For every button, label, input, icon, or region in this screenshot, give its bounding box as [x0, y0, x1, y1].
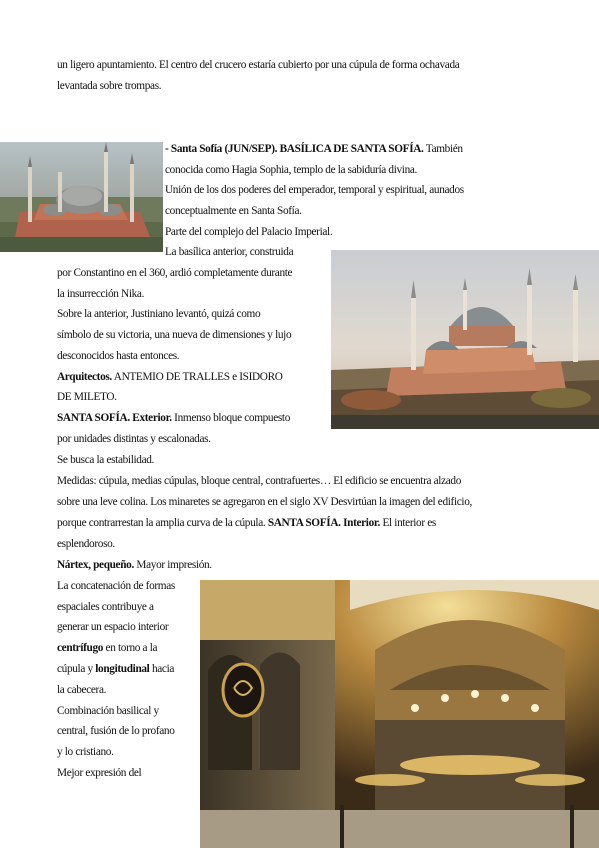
concat-line-2: espaciales contribuye a: [57, 601, 154, 613]
measures-line-3: porque contrarrestan la amplia curva de la cúpula. SANTA SOFÍA. Interior. El interior es: [57, 517, 436, 529]
narthex-line: Nártex, pequeño. Mayor impresión.: [57, 559, 212, 571]
architects-cont: DE MILETO.: [57, 391, 117, 403]
section-line-h: la insurrección Nika.: [57, 288, 145, 300]
section-line-k: desconocidos hasta entonces.: [57, 350, 180, 362]
combo-line-1: Combinación basilical y: [57, 705, 159, 717]
combo-line-3: y lo cristiano.: [57, 746, 114, 758]
concat-line-1: La concatenación de formas: [57, 580, 175, 592]
intro-line-2: levantada sobre trompas.: [57, 80, 162, 92]
section-line-j: símbolo de su victoria, una nueva de dimensiones y lujo: [57, 329, 292, 341]
measures-line-1: Medidas: cúpula, medias cúpulas, bloque central, contrafuertes… El edificio se encuentra alzado: [57, 475, 462, 487]
best-line: Mejor expresión del: [57, 767, 142, 779]
section-line-d: conceptualmente en Santa Sofía.: [165, 205, 302, 217]
exterior-cont: por unidades distintas y escalonadas.: [57, 433, 211, 445]
measures-line-2: sobre una leve colina. Los minaretes se agregaron en el siglo XV Desvirtúan la imagen del edificio,: [57, 496, 472, 508]
section-line-i: Sobre la anterior, Justiniano levantó, quizá como: [57, 308, 261, 320]
concat-line-4: centrífugo en torno a la: [57, 642, 158, 654]
hagia-sophia-interior-photo: [200, 580, 599, 848]
stability-line: Se busca la estabilidad.: [57, 454, 155, 466]
concat-line-3: generar un espacio interior: [57, 621, 169, 633]
hagia-sophia-aerial-photo: [0, 142, 163, 252]
hagia-sophia-exterior-photo: [331, 250, 599, 429]
architects-line: Arquitectos. ANTEMIO DE TRALLES e ISIDORO: [57, 371, 283, 383]
exterior-line: SANTA SOFÍA. Exterior. Inmenso bloque compuesto: [57, 412, 291, 424]
section-line-c: Unión de los dos poderes del emperador, temporal y espiritual, aunados: [165, 184, 464, 196]
section-line-f: La basílica anterior, construida: [165, 246, 294, 258]
concat-line-5: cúpula y longitudinal hacia: [57, 663, 175, 675]
section-line-g: por Constantino en el 360, ardió completamente durante: [57, 267, 293, 279]
combo-line-2: central, fusión de lo profano: [57, 725, 175, 737]
section-heading: - Santa Sofía (JUN/SEP). BASÍLICA DE SANTA SOFÍA. También: [165, 143, 463, 155]
measures-line-4: esplendoroso.: [57, 538, 115, 550]
section-line-b: conocida como Hagia Sophia, templo de la sabiduría divina.: [165, 164, 418, 176]
intro-line-1: un ligero apuntamiento. El centro del crucero estaría cubierto por una cúpula de forma ochavada: [57, 59, 460, 71]
concat-line-6: la cabecera.: [57, 684, 107, 696]
section-line-e: Parte del complejo del Palacio Imperial.: [165, 226, 333, 238]
